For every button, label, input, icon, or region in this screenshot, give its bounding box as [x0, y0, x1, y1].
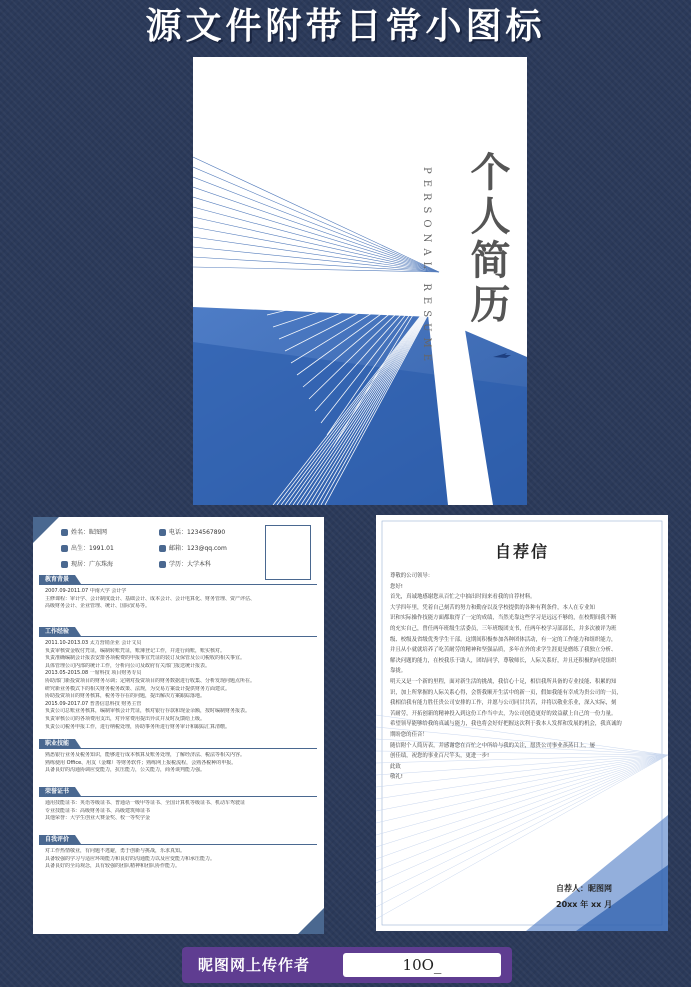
cover-title: 个人简历: [464, 151, 511, 327]
section-education: 教育背景: [39, 575, 317, 585]
text-line: 负责审核资金收付凭证，编制转账凭证，账簿登记工作，并进行商账，账实核对。: [45, 647, 226, 654]
text-line: 敬礼!: [390, 774, 403, 781]
skills-text: [45, 752, 317, 775]
resume-cover: [193, 57, 527, 505]
text-line: 具备良好的全局观念，具有较强的团队精神和团队协作能力。: [45, 863, 181, 870]
text-line: 具备良好的沟通协调应变能力，抗压能力，公关能力，商务谈判能力强。: [45, 767, 206, 774]
resume-page: [33, 517, 324, 934]
text-line: 尊敬的公司领导：: [390, 573, 434, 579]
text-line: 您好!: [390, 583, 403, 590]
text-line: 高级财务会计、企业管理、统计、国际贸易等。: [45, 603, 151, 610]
text-line: 随信附个人简历表，并感谢您在百忙之中所给与我的关注，愿贵公司事业蒸蒸日上，屡: [390, 742, 595, 749]
text-line: 负责审核公司的各项费用支出，对异常费用提出异议并及时反馈给上级。: [45, 715, 206, 722]
text-line: 研究新业务模式下的相关财务税务政策、法规，为交易方案设计提供财务方面建议。: [45, 685, 231, 692]
letter-signature: 自荐人：昵图网: [556, 884, 612, 893]
text-line: 级、校级及省级优秀学生干部。这期间积极参加各种团体活动，有一定的工作能力和组织能力，: [390, 636, 617, 643]
text-line: 通用技能证书：英语等级证书、普通话一级甲等证书、全国计算机等级证书、机动车驾驶证: [45, 800, 246, 806]
author-id-field: 10O_: [343, 953, 501, 977]
mail-icon: [159, 545, 166, 552]
letter-title: 自荐信: [494, 542, 549, 561]
photo-frame: [265, 525, 311, 580]
text-line: 对工作热情敬业，有问题不逃避，勇于创新与挑战，乐求真知。: [45, 848, 186, 854]
location-icon: [61, 561, 68, 568]
education-text: [45, 588, 317, 611]
text-line: 其他荣誉：大学生创业大赛金奖、校一等奖学金: [45, 815, 151, 822]
text-line: 协助投资项目的财务核算，税务等存在的问题，提出解决方案跟踪落地。: [45, 693, 206, 700]
text-line: 靠拢。: [390, 668, 407, 675]
work-text: [45, 640, 317, 731]
text-line: 此致: [390, 763, 401, 770]
text-line: 具备较强的学习与适应环境能力和良好的沟通能力以及应变能力和承压能力。: [45, 855, 216, 862]
text-line: 2015.09-2017.07 普善信息科技 财务主管: [45, 700, 142, 707]
text-line: 具体管理公司内部的统计工作，分析向公司及政府有关部门报送统计报表。: [45, 662, 211, 669]
section-certs: 荣誉证书: [39, 787, 317, 797]
text-line: 负责准确编制会计报表安排各项税费的申报事宜凭证的装订及保管及公司税收的相关事宜。: [45, 655, 246, 662]
text-line: 明天又是一个新的里程，面对新生活的挑战，我信心十足，相信我所具备的专业技能、积累的知: [390, 678, 617, 685]
text-line: 并且从小就就培养了吃苦耐劳的精神和坚强品质，多年在外的求学生涯更是磨练了我独立分析、: [390, 647, 617, 654]
text-line: 2013.05-2015.08 一席科技 项目财务专员: [45, 670, 142, 677]
info-location: 现居：广东珠海: [61, 559, 113, 568]
person-icon: [61, 529, 68, 536]
text-line: 首先，真诚地感谢您从百忙之中抽出时间来看我的自荐材料。: [390, 594, 536, 601]
evaluation-text: [45, 848, 317, 871]
text-line: 专业技能证书：高级财务证书、高级建筑师证书: [45, 807, 151, 814]
text-line: 熟悉银行业务及税务知识，能够进行成本核算及账务处理，了解经济法、税法等相关内容。: [45, 752, 246, 758]
text-line: 创佳绩，祝您的事业百尺竿头，更进一步!: [390, 753, 490, 760]
cover-letter-page: [376, 515, 668, 931]
text-line: 苦耐劳，开拓创新的精神投入到这份工作当中去，为公司创造更好的效益献上自己的一份力量。: [390, 710, 617, 717]
birthday-icon: [61, 545, 68, 552]
text-line: 识和实际操作技能方面都取得了一定的成绩，当然光靠这些学习是远远不够的，在校期间我不断: [390, 615, 617, 622]
phone-icon: [159, 529, 166, 536]
text-line: 协助部门新投资项目的财务尽调；定期对投资项目的财务数据进行收集、分析发现问题点所在。: [45, 677, 256, 684]
text-line: 2011.10-2013.03 太力营销企业 会计文员: [45, 640, 142, 646]
text-line: 主修课程：审计学、会计制度设计、基础会计、成本会计、会计电算化、财务管理、资产评估、: [45, 595, 256, 602]
education-icon: [159, 561, 166, 568]
text-line: 期盼您的佳音！: [390, 731, 428, 738]
info-birth: 出生：1991.01: [61, 543, 114, 552]
text-line: 识，加上所掌握的人际关系心得，会帮我顺开生活中的新一页，假如我能有幸成为贵公司的一员，: [390, 689, 622, 696]
letter-date: 20xx 年 xx 月: [556, 900, 613, 909]
section-skills: 职业技能: [39, 739, 317, 749]
info-name: 姓名：昵图网: [61, 527, 107, 536]
text-line: 负责公司税务申报工作，进行纳税处理，协助事务所进行财务审计和跟踪汇算清缴。: [45, 723, 231, 730]
text-line: 大学四年里，凭着自己刻苦的努力和勤奋以及学校提供的各种有利条件，本人在专业知: [390, 604, 595, 611]
info-phone: 电话：1234567890: [159, 527, 225, 536]
author-footer: [182, 947, 512, 983]
info-education: 学历：大学本科: [159, 559, 211, 568]
text-line: 熟练使用 Office、用友（金蝶）等财务软件；熟练网上报税流程，会熟各税种的申报。: [45, 759, 237, 766]
text-line: 的充实自己，曾任两年班级生活委员，三年班级团支书，任两年校学习部部长，并多次被评为班: [390, 625, 617, 632]
text-line: 希望领导能够给我的真诚与能力，我也将会好好把握这次利于我本人发挥和发展的机会，我真诚的: [390, 721, 622, 728]
certs-text: [45, 800, 317, 823]
author-label: 昵图网上传作者: [198, 956, 311, 974]
text-line: 2007.09-2011.07 中南大学 会计学: [45, 588, 127, 594]
section-evaluation: 自我评价: [39, 835, 317, 845]
text-line: 我相信我有能力胜任贵公司安排的工作，并愿与公司同甘共苦，并将以敬业乐业，深入实际，刻: [390, 700, 617, 707]
text-line: 解决问题的能力，在校我乐于助人，团结同学，尊敬师长，人际关系好，并且还积极的向党组织: [390, 657, 617, 664]
section-work: 工作经验: [39, 627, 317, 637]
text-line: 负责公司总账业务核算，编制审核会计凭证，核对银行存款和现金余额，按时编制财务报表。: [45, 708, 251, 715]
letter-body: [390, 571, 658, 783]
cover-subtitle: PERSONAL RESUME: [421, 167, 432, 368]
banner-title: 源文件附带日常小图标: [145, 5, 546, 47]
info-email: 邮箱：123@qq.com: [159, 543, 227, 552]
